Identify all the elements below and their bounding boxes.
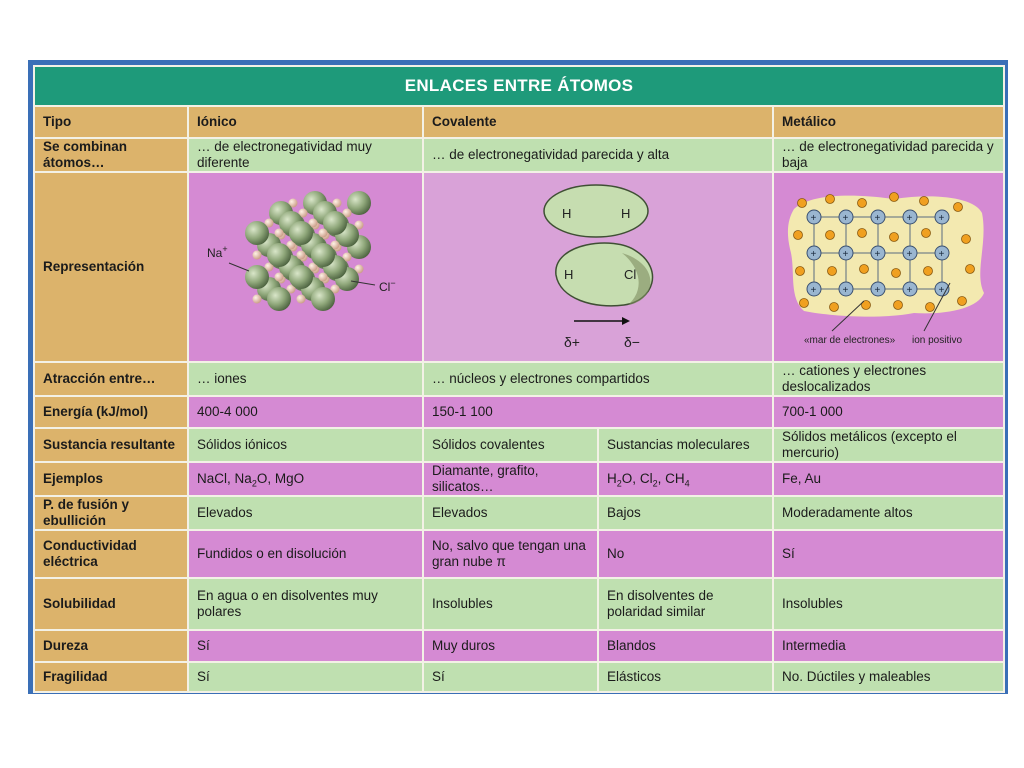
delta-plus-label: δ+ bbox=[564, 334, 580, 350]
ion-label: ion positivo bbox=[912, 335, 963, 346]
cell-ionico: Sí bbox=[188, 630, 423, 662]
electron-dot bbox=[858, 199, 867, 208]
electron-dot bbox=[922, 229, 931, 238]
sea-label: «mar de electrones» bbox=[804, 335, 896, 346]
na-pointer bbox=[229, 263, 249, 271]
ionic-diagram-cell bbox=[188, 172, 423, 362]
hcl-h-label: H bbox=[564, 267, 574, 282]
cell-metalico: No. Dúctiles y maleables bbox=[773, 662, 1004, 692]
chloride-ion bbox=[311, 243, 335, 267]
plus-glyph: + bbox=[906, 249, 913, 260]
electron-dot bbox=[954, 203, 963, 212]
cell-ionico: Elevados bbox=[188, 496, 423, 530]
metallic-diagram-cell bbox=[773, 172, 1004, 362]
plus-glyph: + bbox=[938, 249, 945, 260]
cell-covalente-b: Blandos bbox=[598, 630, 773, 662]
covalent-diagram-cell bbox=[423, 172, 773, 362]
header-row bbox=[34, 106, 1004, 138]
cell-covalente-b: En disolventes de polaridad similar bbox=[598, 578, 773, 630]
cell-ionico: Sólidos iónicos bbox=[188, 428, 423, 462]
electron-dot bbox=[894, 301, 903, 310]
electron-dot bbox=[890, 193, 899, 202]
row-label: Solubilidad bbox=[34, 578, 188, 630]
ionic-crystal-diagram bbox=[189, 173, 420, 357]
electron-dot bbox=[966, 265, 975, 274]
sodium-ion bbox=[253, 251, 262, 260]
cell-ionico: 400-4 000 bbox=[188, 396, 423, 428]
cell-covalente-a: Muy duros bbox=[423, 630, 598, 662]
cell-covalente: … núcleos y electrones compartidos bbox=[423, 362, 773, 396]
plus-glyph: + bbox=[874, 213, 881, 224]
table-inner bbox=[33, 65, 1003, 689]
cell-metalico: Intermedia bbox=[773, 630, 1004, 662]
cell-covalente-a: Sólidos covalentes bbox=[423, 428, 598, 462]
cell-ionico bbox=[188, 462, 423, 496]
plus-glyph: + bbox=[906, 285, 913, 296]
electron-dot bbox=[860, 265, 869, 274]
cell-covalente: … de electronegatividad parecida y alta bbox=[423, 138, 773, 172]
row-label: Ejemplos bbox=[34, 462, 188, 496]
electron-dot bbox=[892, 269, 901, 278]
sodium-ion bbox=[319, 273, 328, 282]
cell-metalico: Sólidos metálicos (excepto el mercurio) bbox=[773, 428, 1004, 462]
cell-metalico: Fe, Au bbox=[773, 462, 1004, 496]
delta-minus-label: δ− bbox=[624, 334, 640, 350]
electron-dot bbox=[826, 231, 835, 240]
formula-text: NaCl, $Na_2O$, MgO bbox=[197, 471, 305, 489]
electron-dot bbox=[796, 267, 805, 276]
electron-dot bbox=[858, 229, 867, 238]
row-label: Fragilidad bbox=[34, 662, 188, 692]
row-label: Atracción entre… bbox=[34, 362, 188, 396]
sodium-ion bbox=[297, 295, 306, 304]
plus-glyph: + bbox=[842, 213, 849, 224]
cell-metalico: 700-1 000 bbox=[773, 396, 1004, 428]
sodium-ion bbox=[319, 229, 328, 238]
hcl-cl-label: Cl bbox=[624, 267, 637, 282]
cell-covalente-a: Elevados bbox=[423, 496, 598, 530]
na-label: Na+ bbox=[207, 244, 228, 260]
row-label: Representación bbox=[34, 172, 188, 362]
metallic-diagram bbox=[774, 173, 1001, 357]
electron-dot bbox=[958, 297, 967, 306]
plus-glyph: + bbox=[874, 285, 881, 296]
sodium-ion bbox=[253, 295, 262, 304]
table-row bbox=[34, 630, 1004, 662]
row-label: Dureza bbox=[34, 630, 188, 662]
table-row bbox=[34, 396, 1004, 428]
table-row bbox=[34, 362, 1004, 396]
row-label: Energía (kJ/mol) bbox=[34, 396, 188, 428]
header-metalico: Metálico bbox=[773, 106, 1004, 138]
header-label: Tipo bbox=[34, 106, 188, 138]
electron-dot bbox=[890, 233, 899, 242]
plus-glyph: + bbox=[810, 285, 817, 296]
plus-glyph: + bbox=[842, 285, 849, 296]
header-covalente: Covalente bbox=[423, 106, 773, 138]
plus-glyph: + bbox=[938, 285, 945, 296]
cell-metalico: Insolubles bbox=[773, 578, 1004, 630]
cell-metalico: Moderadamente altos bbox=[773, 496, 1004, 530]
title-row bbox=[34, 66, 1004, 106]
plus-glyph: + bbox=[810, 213, 817, 224]
sodium-ion bbox=[297, 251, 306, 260]
electron-dot bbox=[798, 199, 807, 208]
cell-metalico: … cationes y electrones deslocalizados bbox=[773, 362, 1004, 396]
electron-dot bbox=[920, 197, 929, 206]
chloride-ion bbox=[245, 221, 269, 245]
cell-covalente-a: No, salvo que tengan una gran nube π bbox=[423, 530, 598, 578]
plus-glyph: + bbox=[810, 249, 817, 260]
chloride-ion bbox=[267, 243, 291, 267]
chloride-ion bbox=[245, 265, 269, 289]
electron-dot bbox=[794, 231, 803, 240]
cell-ionico: Sí bbox=[188, 662, 423, 692]
plus-glyph: + bbox=[938, 213, 945, 224]
cell-ionico: … iones bbox=[188, 362, 423, 396]
crystal-lattice bbox=[245, 191, 371, 311]
cell-covalente-b: Sustancias moleculares bbox=[598, 428, 773, 462]
electron-dot bbox=[962, 235, 971, 244]
cell-covalente-b: Bajos bbox=[598, 496, 773, 530]
table-row bbox=[34, 662, 1004, 692]
h2-atom-label: H bbox=[562, 206, 572, 221]
cell-covalente: 150-1 100 bbox=[423, 396, 773, 428]
cell-covalente-b: No bbox=[598, 530, 773, 578]
cell-ionico: Fundidos o en disolución bbox=[188, 530, 423, 578]
cell-covalente-b bbox=[598, 462, 773, 496]
header-ionico: Iónico bbox=[188, 106, 423, 138]
page-title: ENLACES ENTRE ÁTOMOS bbox=[34, 66, 1004, 106]
electron-dot bbox=[826, 195, 835, 204]
cell-covalente-a: Sí bbox=[423, 662, 598, 692]
table-row bbox=[34, 578, 1004, 630]
cell-ionico: En agua o en disolventes muy polares bbox=[188, 578, 423, 630]
electron-dot bbox=[800, 299, 809, 308]
plus-glyph: + bbox=[874, 249, 881, 260]
plus-glyph: + bbox=[842, 249, 849, 260]
covalent-diagram bbox=[424, 173, 774, 357]
electron-dot bbox=[924, 267, 933, 276]
electron-dot bbox=[828, 267, 837, 276]
table-row bbox=[34, 530, 1004, 578]
cl-label: Cl− bbox=[379, 278, 396, 294]
cell-covalente-a: Insolubles bbox=[423, 578, 598, 630]
table-row bbox=[34, 462, 1004, 496]
formula-text: $H_2O$, $Cl_2$, $CH_4$ bbox=[607, 471, 690, 489]
row-label: Se combinan átomos… bbox=[34, 138, 188, 172]
table-row bbox=[34, 138, 1004, 172]
h2-molecule-shape bbox=[544, 185, 648, 237]
table-row bbox=[34, 496, 1004, 530]
table-frame bbox=[28, 60, 1008, 694]
chloride-ion bbox=[289, 221, 313, 245]
sodium-ion bbox=[275, 273, 284, 282]
cell-metalico: Sí bbox=[773, 530, 1004, 578]
table-row bbox=[34, 428, 1004, 462]
bonds-table bbox=[33, 65, 1005, 693]
row-label: P. de fusión y ebullición bbox=[34, 496, 188, 530]
cell-metalico: … de electronegatividad parecida y baja bbox=[773, 138, 1004, 172]
electron-dot bbox=[926, 303, 935, 312]
h2-atom-label: H bbox=[621, 206, 631, 221]
representation-row bbox=[34, 172, 1004, 362]
chloride-ion bbox=[267, 287, 291, 311]
sodium-ion bbox=[275, 229, 284, 238]
cell-covalente-a: Diamante, grafito, silicatos… bbox=[423, 462, 598, 496]
row-label: Sustancia resultante bbox=[34, 428, 188, 462]
electron-dot bbox=[830, 303, 839, 312]
row-label: Conductividad eléctrica bbox=[34, 530, 188, 578]
plus-glyph: + bbox=[906, 213, 913, 224]
chloride-ion bbox=[311, 287, 335, 311]
cell-covalente-b: Elásticos bbox=[598, 662, 773, 692]
cell-ionico: … de electronegatividad muy diferente bbox=[188, 138, 423, 172]
arrowhead-icon bbox=[622, 317, 630, 325]
chloride-ion bbox=[289, 265, 313, 289]
